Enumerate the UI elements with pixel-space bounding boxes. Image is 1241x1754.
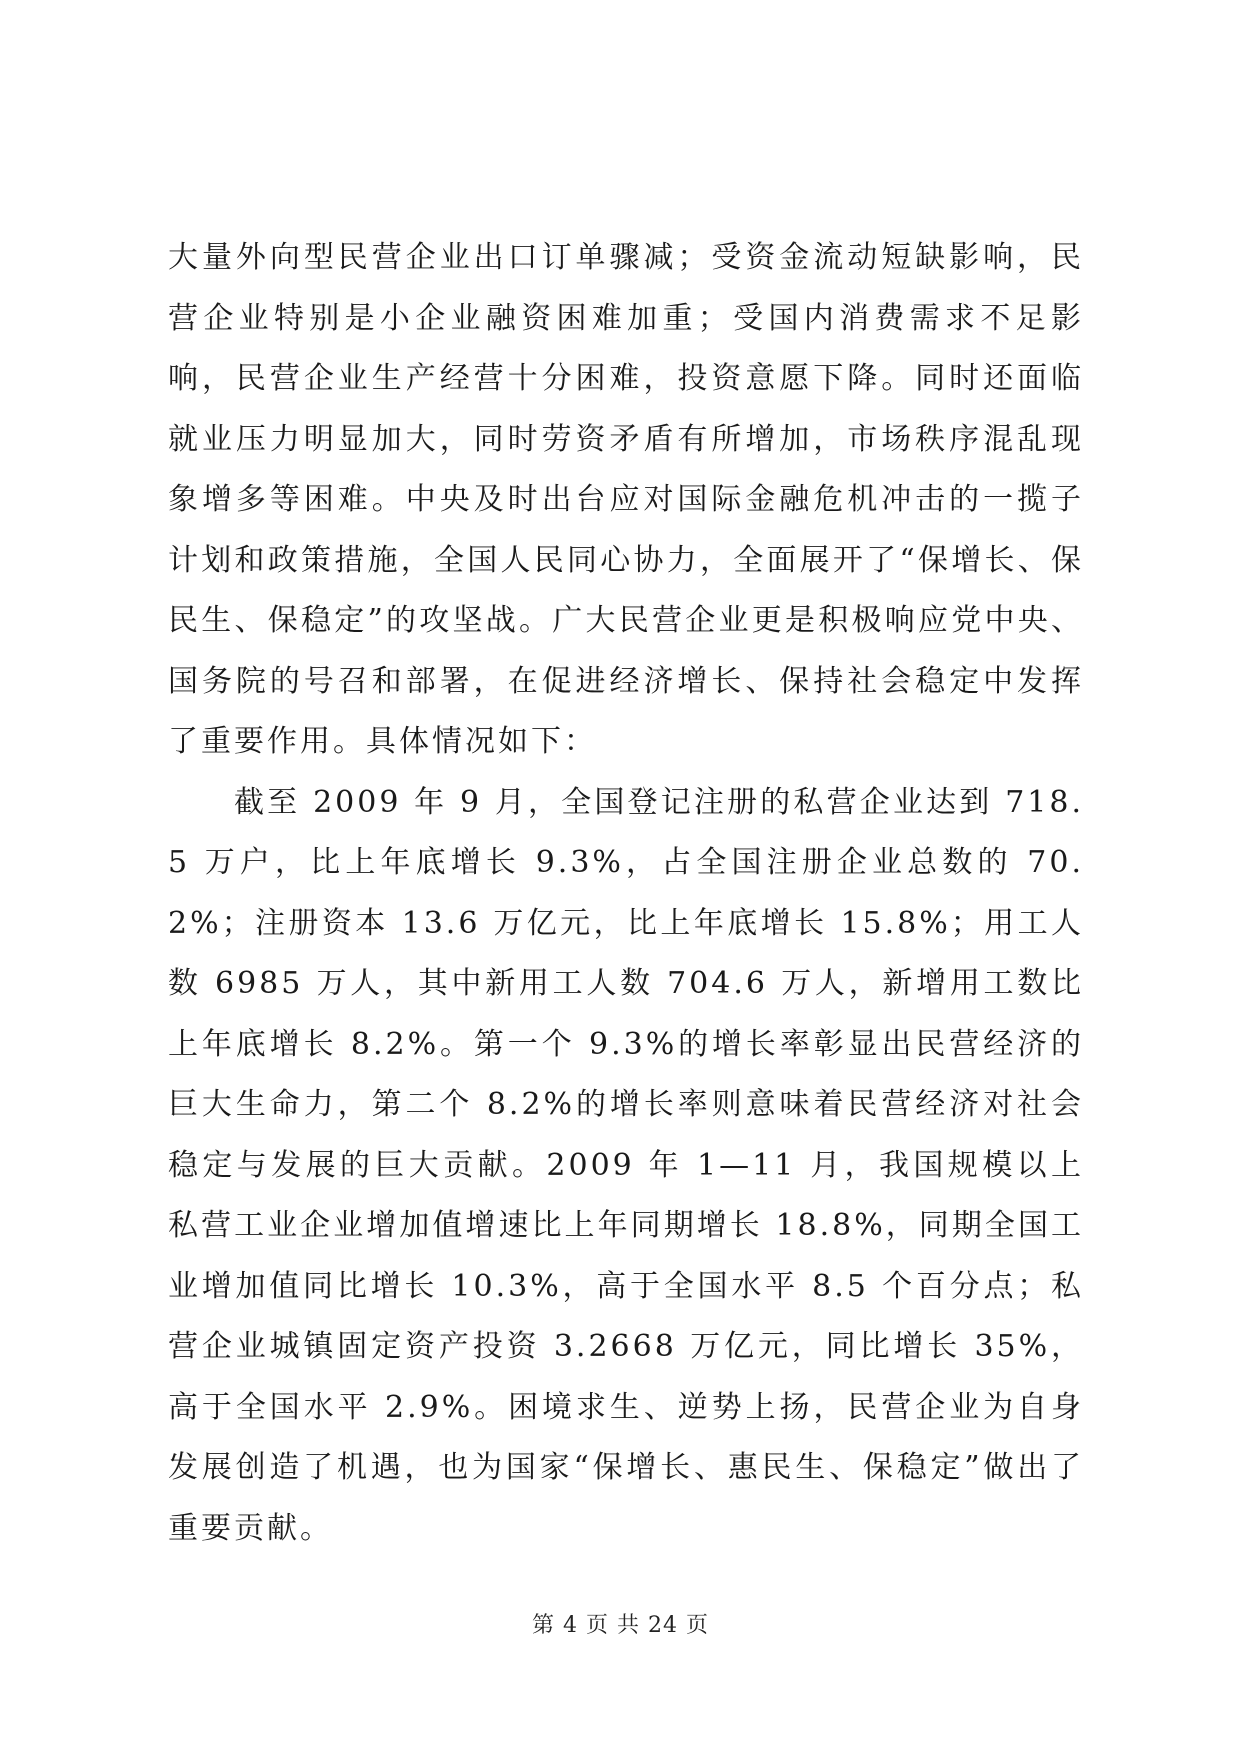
page-number-footer: 第 4 页 共 24 页	[532, 1613, 709, 1638]
paragraph-continuation: 大量外向型民营企业出口订单骤减；受资金流动短缺影响，民营企业特别是小企业融资困难加重；受国内消费需求不足影响，民营企业生产经营十分困难，投资意愿下降。同时还面临就业压力明显加大，同时劳资矛盾有所增加，市场秩序混乱现象增多等困难。中央及时出台应对国际金融危机冲击的一揽子计划和政策措施，全国人民同心协力，全面展开了“保增长、保民生、保稳定”的攻坚战。广大民营企业更是积极响应党中央、国务院的号召和部署，在促进经济增长、保持社会稳定中发挥了重要作用。具体情况如下：	[168, 240, 1084, 759]
body-text	[168, 228, 1084, 1559]
paragraph-statistics: 截至 2009 年 9 月，全国登记注册的私营企业达到 718.5 万户，比上年底增长 9.3%，占全国注册企业总数的 70.2%；注册资本 13.6 万亿元，比上年底增长 15.8%；用工人数 6985 万人，其中新用工人数 704.6 万人，新增用工数比上年底增长 8.2%。第一个 9.3%的增长率彰显出民营经济的巨大生命力，第二个 8.2%的增长率则意味着民营经济对社会稳定与发展的巨大贡献。2009 年 1—11 月，我国规模以上私营工业企业增加值增速比上年同期增长 18.8%，同期全国工业增加值同比增长 10.3%，高于全国水平 8.5 个百分点；私营企业城镇固定资产投资 3.2668 万亿元，同比增长 35%，高于全国水平 2.9%。困境求生、逆势上扬，民营企业为自身发展创造了机遇，也为国家“保增长、惠民生、保稳定”做出了重要贡献。	[168, 784, 1084, 1546]
